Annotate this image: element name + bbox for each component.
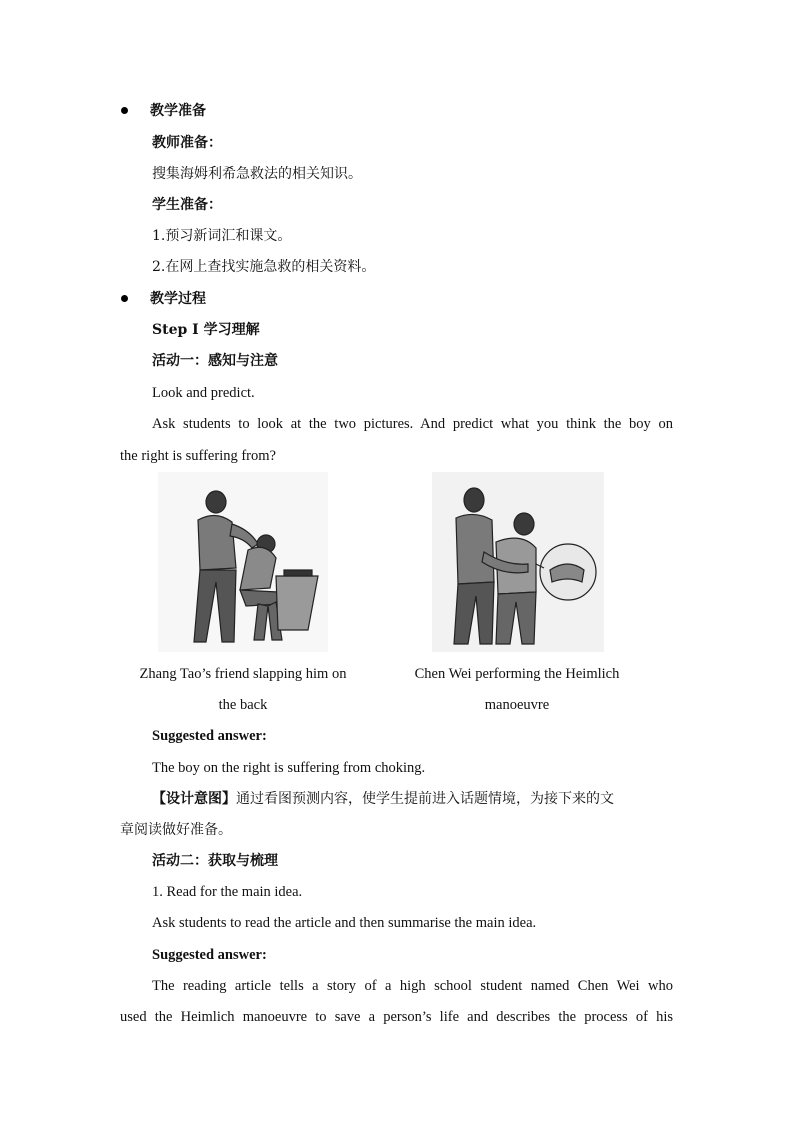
figure-slapping-back [158, 472, 328, 652]
design-intent-line-1 [152, 789, 674, 809]
design-intent-line-2: 章阅读做好准备。 [120, 822, 232, 838]
step-1-heading: Step I 学习理解 [152, 322, 260, 338]
activity-1-heading: 活动一：感知与注意 [152, 353, 278, 369]
figure-1-caption-line-2: the back [218, 697, 268, 713]
activity-2-heading: 活动二：获取与梳理 [152, 853, 278, 869]
figure-2-caption-line-1: Chen Wei performing the Heimlich [414, 666, 620, 682]
heading-process: 教学过程 [150, 291, 206, 307]
figure-2-caption-line-2: manoeuvre [484, 697, 550, 713]
instruction-line-1: Ask students to look at the two pictures. And predict what you think the boy on [152, 416, 673, 432]
teacher-prep-text: 搜集海姆利希急救法的相关知识。 [152, 166, 362, 182]
slapping-back-illustration [158, 472, 328, 652]
instruction-line-2: the right is suffering from? [120, 448, 276, 464]
suggested-answer-label-2: Suggested answer: [152, 947, 267, 963]
design-intent-text-1: 通过看图预测内容，使学生提前进入话题情境，为接下来的文 [236, 791, 614, 807]
answer-1-text: The boy on the right is suffering from choking. [152, 760, 426, 776]
figure-1-caption-line-1: Zhang Tao’s friend slapping him on [139, 666, 347, 682]
figure-heimlich [432, 472, 604, 652]
student-prep-label: 学生准备： [152, 197, 222, 213]
student-prep-item-2: 2.在网上查找实施急救的相关资料。 [152, 259, 376, 275]
paragraph-line-2: used the Heimlich manoeuvre to save a person’s life and describes the process of his [120, 1009, 673, 1025]
suggested-answer-label-1: Suggested answer: [152, 728, 267, 744]
paragraph-line-1: The reading article tells a story of a high school student named Chen Wei who [152, 978, 673, 994]
bullet-prep [121, 107, 128, 114]
heading-prep: 教学准备 [150, 103, 206, 119]
ask-read-text: Ask students to read the article and then summarise the main idea. [152, 915, 537, 931]
bullet-process [121, 295, 128, 302]
heimlich-illustration [432, 472, 604, 652]
design-intent-label: 【设计意图】 [152, 791, 236, 807]
look-predict-text: Look and predict. [152, 385, 255, 401]
student-prep-item-1: 1.预习新词汇和课文。 [152, 228, 292, 244]
read-main-idea: 1. Read for the main idea. [152, 884, 303, 900]
teacher-prep-label: 教师准备： [152, 135, 222, 151]
